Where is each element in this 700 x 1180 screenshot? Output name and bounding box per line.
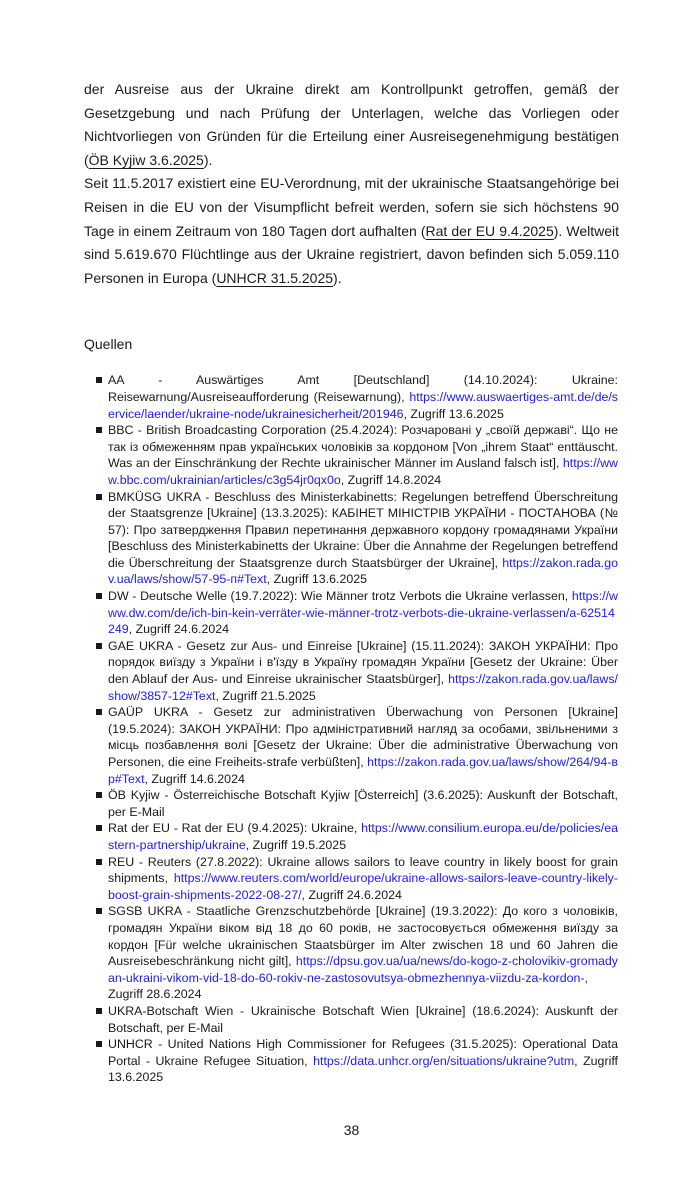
bullet-icon bbox=[96, 427, 102, 433]
source-item bbox=[96, 638, 618, 704]
source-item bbox=[96, 1003, 618, 1036]
paragraph-text: ). bbox=[333, 269, 342, 286]
source-url-link[interactable]: https://zakon.rada.gov.ua/laws/show/57-95-п#Text bbox=[108, 555, 618, 587]
bullet-icon bbox=[96, 859, 102, 865]
source-text: ÖB Kyjiw - Österreichische Botschaft Kyjiw [Österreich] (3.6.2025): Auskunft der Botschaft, per E-Mail bbox=[108, 788, 618, 819]
bullet-icon bbox=[96, 792, 102, 798]
source-url-link[interactable]: https://www.auswaertiges-amt.de/de/service/laender/ukraine-node/ukrainesicherheit/201946 bbox=[108, 389, 618, 421]
source-text: BBC - British Broadcasting Corporation (25.4.2024): Розчаровані у „своїй державі“. Що не так із обмеженням прав українських чоловіків за кордоном [Von „ihrem Staat“ enttäuscht. Was an der Einschränkung der Rechte ukrainischer Männer im Ausland falsch ist], bbox=[108, 423, 618, 471]
source-access-date: , Zugriff 28.6.2024 bbox=[108, 970, 588, 1002]
source-text: DW - Deutsche Welle (19.7.2022): Wie Männer trotz Verbots die Ukraine verlassen, bbox=[108, 589, 572, 604]
source-text: SGSB UKRA - Staatliche Grenzschutzbehörde [Ukraine] (19.3.2022): До кого з чоловіків, громадян України віком від 18 до 60 років, не застосовується обмеження виїзду за кордон [Für welche ukrainischen Staatsbürger im Alter zwischen 18 und 60 Jahren die Ausreisebeschränkung nicht gilt], bbox=[108, 904, 618, 969]
sources-list bbox=[96, 372, 618, 1086]
source-item bbox=[96, 704, 618, 787]
bullet-icon bbox=[96, 1041, 102, 1047]
bullet-icon bbox=[96, 377, 102, 383]
bullet-icon bbox=[96, 825, 102, 831]
source-item bbox=[96, 422, 618, 488]
citation-link[interactable]: Rat der EU 9.4.2025 bbox=[425, 222, 554, 239]
paragraph-text: Seit 11.5.2017 existiert eine EU-Verordnung, mit der ukrainische Staatsangehörige bei Reisen in die EU von der Visumpflicht befreit werden, sofern sie sich höchstens 90 Tage in einem Zeitraum von 180 Tagen dort aufhalten ( bbox=[84, 175, 619, 239]
sources-heading: Quellen bbox=[84, 336, 133, 353]
body-paragraph bbox=[84, 172, 619, 290]
source-item bbox=[96, 787, 618, 820]
bullet-icon bbox=[96, 643, 102, 649]
source-item bbox=[96, 588, 618, 638]
source-item bbox=[96, 489, 618, 589]
source-url-link[interactable]: https://zakon.rada.gov.ua/laws/show/3857-12#Text bbox=[108, 672, 618, 703]
bullet-icon bbox=[96, 593, 102, 599]
bullet-icon bbox=[96, 908, 102, 914]
source-url-link[interactable]: https://www.reuters.com/world/europe/ukraine-allows-sailors-leave-country-likely-boost-grain-shipments-2022-08-27/ bbox=[108, 871, 618, 902]
body-paragraph bbox=[84, 78, 619, 172]
source-item bbox=[96, 854, 618, 904]
paragraph-text: ). bbox=[203, 151, 213, 168]
source-text: UKRA-Botschaft Wien - Ukrainische Botschaft Wien [Ukraine] (18.6.2024): Auskunft der Botschaft, per E-Mail bbox=[108, 1003, 618, 1035]
citation-link[interactable]: ÖB Kyjiw 3.6.2025 bbox=[88, 151, 204, 168]
source-access-date: , Zugriff 21.5.2025 bbox=[215, 688, 316, 703]
bullet-icon bbox=[96, 709, 102, 715]
source-text: AA - Auswärtiges Amt [Deutschland] (14.10.2024): Ukraine: Reisewarnung/Ausreiseaufforderung (Reisewarnung), bbox=[108, 373, 618, 404]
source-access-date: , Zugriff 24.6.2024 bbox=[128, 622, 230, 637]
source-text: REU - Reuters (27.8.2022): Ukraine allows sailors to leave country in likely boost for grain shipments, bbox=[108, 854, 618, 886]
source-text: GAÜP UKRA - Gesetz zur administrativen Überwachung von Personen [Ukraine] (19.5.2024): ЗАКОН УКРАЇНИ: Про адміністративний нагляд за особами, звільненими з місць позбавлення волі [Gesetz der Ukraine: Über die administrative Überwachung von Personen, die eine Freiheits-strafe verbüßten], bbox=[108, 705, 618, 769]
source-text: BMKÜSG UKRA - Beschluss des Ministerkabinetts: Regelungen betreffend Überschreitung der Staatsgrenze [Ukraine] (13.3.2025): КАБІНЕТ МІНІСТРІВ УКРАЇНИ - ПОСТАНОВА (№ 57): Про затвердження Правил перетинання державного кордону громадянами України [Beschluss des Ministerkabinetts der Ukraine: Über die Annahme der Regelungen betreffend die Überschreitung der Staatsgrenze durch Staatsbürger der Ukraine], bbox=[108, 489, 618, 570]
source-access-date: , Zugriff 19.5.2025 bbox=[245, 837, 347, 852]
source-url-link[interactable]: https://www.consilium.europa.eu/de/policies/eastern-partnership/ukraine bbox=[108, 821, 618, 852]
source-url-link[interactable]: https://data.unhcr.org/en/situations/ukraine?utm bbox=[313, 1053, 575, 1068]
source-item bbox=[96, 903, 618, 1003]
source-access-date: , Zugriff 24.6.2024 bbox=[301, 887, 402, 902]
citation-link[interactable]: UNHCR 31.5.2025 bbox=[216, 269, 334, 286]
source-access-date: , Zugriff 14.6.2024 bbox=[144, 771, 245, 786]
paragraph-text: der Ausreise aus der Ukraine direkt am Kontrollpunkt getroffen, gemäß der Gesetzgebung und nach Prüfung der Unterlagen, welche das Vorliegen oder Nichtvorliegen von Gründen für die Erteilung einer Ausreisegenehmigung bestätigen ( bbox=[84, 81, 619, 168]
source-url-link[interactable]: https://www.bbc.com/ukrainian/articles/c3g54jr0qx0o bbox=[108, 456, 618, 487]
source-item bbox=[96, 820, 618, 853]
source-text: GAE UKRA - Gesetz zur Aus- und Einreise [Ukraine] (15.11.2024): ЗАКОН УКРАЇНИ: Про порядок виїзду з України і в'їзду в Україну громадян України [Gesetz der Ukraine: Über den Ablauf der Aus- und Einreise ukrainischer Staatsbürger], bbox=[108, 638, 618, 687]
source-url-link[interactable]: https://dpsu.gov.ua/ua/news/do-kogo-z-cholovikiv-gromadyan-ukraini-vikom-vid-18-do-60-rokiv-ne-zastosovutsya-obmezhennya-viizdu-za-kordon- bbox=[108, 954, 618, 985]
source-item bbox=[96, 1036, 618, 1086]
page-number: 38 bbox=[343, 1121, 360, 1138]
source-access-date: , Zugriff 13.6.2025 bbox=[403, 406, 504, 421]
source-access-date: , Zugriff 13.6.2025 bbox=[266, 572, 368, 587]
paragraph-text: ). Weltweit sind 5.619.670 Flüchtlinge aus der Ukraine registriert, davon befinden sich 5.059.110 Personen in Europa ( bbox=[84, 222, 620, 286]
bullet-icon bbox=[96, 494, 102, 500]
source-url-link[interactable]: https://zakon.rada.gov.ua/laws/show/264/94-вр#Text bbox=[108, 755, 618, 786]
source-url-link[interactable]: https://www.dw.com/de/ich-bin-kein-verräter-wie-männer-trotz-verbots-die-ukraine-verlassen/a-62514249 bbox=[108, 589, 618, 637]
source-item bbox=[96, 372, 618, 422]
source-access-date: , Zugriff 14.8.2024 bbox=[340, 472, 442, 487]
source-access-date: , Zugriff 13.6.2025 bbox=[108, 1053, 618, 1085]
bullet-icon bbox=[96, 1008, 102, 1014]
source-text: Rat der EU - Rat der EU (9.4.2025): Ukraine, bbox=[108, 821, 362, 836]
source-text: UNHCR - United Nations High Commissioner for Refugees (31.5.2025): Operational Data Portal - Ukraine Refugee Situation, bbox=[108, 1037, 618, 1068]
